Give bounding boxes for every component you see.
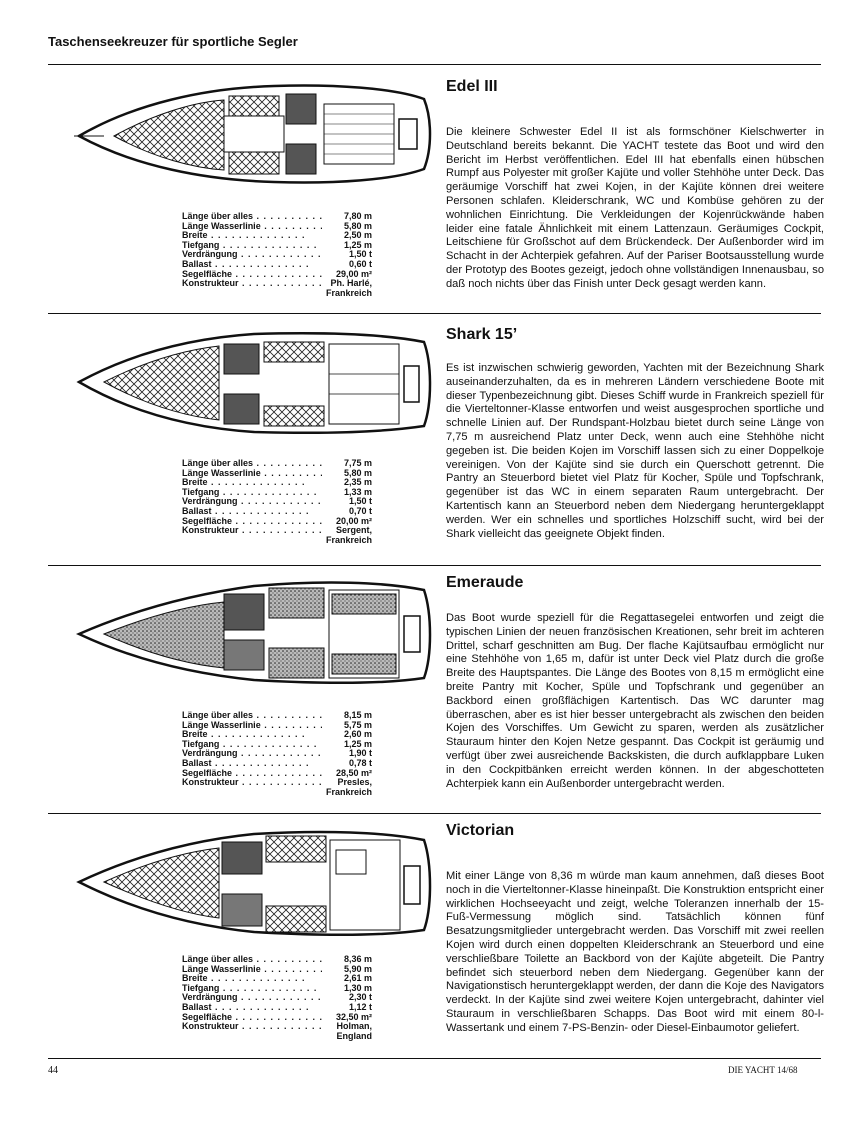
spec-value: 7,80 m xyxy=(343,211,372,221)
spec-value: 1,33 m xyxy=(343,486,372,497)
spec-value: Sergent, Frankreich xyxy=(325,525,372,545)
deck-plan-drawing xyxy=(74,826,434,936)
spec-value: 7,75 m xyxy=(343,458,372,468)
spec-value: 1,90 t xyxy=(348,748,372,759)
spec-label: Tiefgang . . . xyxy=(182,488,322,498)
boat-description: Die kleinere Schwester Edel II ist als formschöner Kielschwerter in Deutschland bereits bekannt. Die YACHT testete das Boot und wird den Bericht im Herbst veröffentlichen. Edel III hat ebenfalls einen hübschen Rumpf aus Polyester mit großer Kajüte und voller Stehhöhe unter Deck. Das geräumige Vorschiff hat zwei Kojen, in der Kajüte können drei weitere Personen schlafen. Kleiderschrank, WC und Kombüse gehören zu der wohnlichen Einrichtung. Die Verkleidungen der Kojenrückwände haben leider eine fatale Ähnlichkeit mit einem Lattenzaun. Geräumiges Cockpit, Leitschiene für Großschot auf dem Brückendeck. Der Außenborder wird im Schacht in der Achterpiek gefahren. Auf der Pariser Bootsausstellung wurde der Prototyp des Bootes gezeigt, jedoch ohne vollständigen Innenausbau, so daß noch nichts über das Finish unter Deck gesagt werden kann. xyxy=(446,126,824,290)
spec-label: Verdrängung . . . xyxy=(182,749,322,759)
divider xyxy=(48,565,821,566)
spec-label: Breite . . . xyxy=(182,730,322,740)
spec-table xyxy=(182,212,372,298)
spec-value: 5,80 m xyxy=(343,467,372,478)
spec-label: Ballast . . . xyxy=(182,507,322,517)
spec-label: Konstrukteur . . . xyxy=(182,778,322,797)
spec-label: Segelfläche . . . xyxy=(182,769,322,779)
page-number: 44 xyxy=(48,1065,58,1076)
boat-section xyxy=(48,570,824,810)
spec-label: Länge über alles . . . xyxy=(182,459,322,469)
spec-value: 2,60 m xyxy=(343,729,372,740)
spec-label: Länge Wasserlinie . . . xyxy=(182,721,322,731)
boat-section xyxy=(48,318,824,563)
spec-label: Segelfläche . . . xyxy=(182,270,322,280)
spec-value: 5,75 m xyxy=(343,719,372,730)
boat-description: Das Boot wurde speziell für die Regattasegelei entworfen und zeigt die typischen Linien der neuen französischen Kreationen, sehr breit im achteren Drittel, scharf geschnitten am Bug. Der flache Kajütsaufbau ermöglicht nur eine Stehhöhe von 1,65 m, dafür ist unter Deck viel Platz durch die große Breite des Hauptspantes. Die Länge des Bootes von 8,15 m ermöglicht eine breite Pantry mit Kocher, Spüle und Topfschrank und gegenüber an Backbord einen großflächigen Kartentisch. Das WC darunter mag überraschen, aber es ist hier besser untergebracht als zwischen den beiden Kojen des Vorschiffes. Um Gewicht zu sparen, werden als zusätzlicher Stauraum hinter den Kojen Netze gespannt. Das Cockpit ist geräumig und verfügt über zwei ausreichende Backskisten, die durch aufklappbare Luken in den Cockpitbänken erreicht werden können. In der abgeschotteten Achterpiek kann ein Außenborder untergebracht werden. xyxy=(446,612,824,790)
spec-label: Konstrukteur . . . xyxy=(182,526,322,545)
spec-label: Verdrängung . . . xyxy=(182,497,322,507)
spec-label: Verdrängung . . . xyxy=(182,250,322,260)
spec-label: Verdrängung . . . xyxy=(182,993,322,1003)
spec-value: 1,50 t xyxy=(348,249,372,260)
divider xyxy=(48,813,821,814)
boat-section xyxy=(48,818,824,1056)
spec-label: Breite . . . xyxy=(182,231,322,241)
boat-description: Mit einer Länge von 8,36 m würde man kaum annehmen, daß dieses Boot noch in die Vierteltonner-Klasse hineinpaßt. Die Konstruktion entspricht einer wirklichen Hochseeyacht und zeigt, welche Toleranzen innerhalb der 15-Fuß-Vermessung möglich sind. Tatsächlich können fünf Besatzungsmitglieder untergebracht werden. Das Vorschiff mit zwei reellen Kojen wird durch einen doppelten Kleiderschrank an Steuerbord und eine verschließbare Toilette an Backbord von der Kajüte abgeteilt. Die Pantry befindet sich steuerbord neben dem Niedergang. Gegenüber kann der Navigationstisch heruntergeklappt werden, der dann die Koje des Navigators verdeckt. In der Kajüte sind zwei weitere Kojen untergebracht, dahinter viel Stauraum in verschließbaren Schapps. Das Boot wird mit einem 80-l-Wassertank und einem 7-PS-Benzin- oder Diesel-Einbaumotor geliefert. xyxy=(446,870,824,1034)
spec-label: Segelfläche . . . xyxy=(182,517,322,527)
divider xyxy=(48,1058,821,1059)
spec-value: 2,50 m xyxy=(343,230,372,241)
spec-label: Breite . . . xyxy=(182,478,322,488)
spec-value: 2,30 t xyxy=(348,992,372,1003)
deck-plan-drawing xyxy=(74,324,434,434)
spec-value: 0,60 t xyxy=(348,258,372,269)
spec-label: Konstrukteur . . . xyxy=(182,279,322,298)
spec-value: 0,70 t xyxy=(348,505,372,516)
spec-value: Holman, England xyxy=(336,1021,372,1041)
spec-row xyxy=(182,984,372,994)
spec-label: Tiefgang . . . xyxy=(182,740,322,750)
magazine-credit: DIE YACHT 14/68 xyxy=(728,1065,798,1075)
spec-row xyxy=(182,279,372,298)
spec-label: Tiefgang . . . xyxy=(182,241,322,251)
spec-label: Segelfläche . . . xyxy=(182,1013,322,1023)
spec-value: 29,00 m² xyxy=(335,268,372,279)
spec-row xyxy=(182,993,372,1003)
divider xyxy=(48,64,821,65)
spec-value: 1,25 m xyxy=(343,738,372,749)
spec-label: Tiefgang . . . xyxy=(182,984,322,994)
spec-value: 8,36 m xyxy=(343,954,372,964)
spec-label: Ballast . . . xyxy=(182,1003,322,1013)
spec-table xyxy=(182,955,372,1041)
spec-row xyxy=(182,526,372,545)
spec-label: Länge Wasserlinie . . . xyxy=(182,222,322,232)
spec-row xyxy=(182,250,372,260)
boat-title: Victorian xyxy=(446,822,515,839)
boat-title: Edel III xyxy=(446,78,498,95)
spec-row xyxy=(182,241,372,251)
spec-value: 2,61 m xyxy=(343,973,372,984)
spec-value: 1,12 t xyxy=(348,1001,372,1012)
spec-table xyxy=(182,459,372,545)
spec-value: 5,80 m xyxy=(343,220,372,231)
spec-label: Ballast . . . xyxy=(182,759,322,769)
spec-table xyxy=(182,711,372,797)
spec-label: Länge Wasserlinie . . . xyxy=(182,965,322,975)
spec-value: 0,78 t xyxy=(348,757,372,768)
spec-value: 1,50 t xyxy=(348,496,372,507)
spec-row xyxy=(182,488,372,498)
spec-label: Konstrukteur . . . xyxy=(182,1022,322,1041)
boat-title: Emeraude xyxy=(446,574,524,591)
spec-row xyxy=(182,740,372,750)
spec-value: Presles, Frankreich xyxy=(325,777,372,797)
boat-title: Shark 15’ xyxy=(446,326,518,343)
spec-label: Länge über alles . . . xyxy=(182,212,322,222)
page-header: Taschenseekreuzer für sportliche Segler xyxy=(48,34,298,49)
spec-label: Länge über alles . . . xyxy=(182,955,322,965)
spec-value: Ph. Harlé, Frankreich xyxy=(325,278,372,298)
spec-value: 5,90 m xyxy=(343,963,372,974)
spec-value: 28,50 m² xyxy=(335,767,372,778)
boat-description: Es ist inzwischen schwierig geworden, Yachten mit der Bezeichnung Shark auseinanderzuhalten, da es in mehreren Ländern verschiedene Boote mit dieser Typenbezeichnung gibt. Dieses Schiff wurde in Frankreich speziell für die Vierteltonner-Klasse entworfen und weist ausgesprochen sportliche und schnelle Linien auf. Der Rundspant-Holzbau bietet durch seine Länge von 7,75 m ausreichend Platz unter Deck, wenn auch eine Stehhöhe nicht gegeben ist. Die beiden Kojen im Vorschiff lassen sich zu einer Doppelkoje vereinigen. Von der Kajüte sind sie durch ein Querschott getrennt. Die Pantry an Steuerbord bietet viel Platz für Kocher, Spüle und Topfschrank, gegenüber ist das WC in einem separaten Raum untergebracht. Der Kartentisch kann an Steuerbord neben dem Niedergang heruntergeklappt werden. Wer ein schnelles und sportliches Holzschiff sucht, wird bei der Shark vielleicht das geeignete Objekt finden. xyxy=(446,362,824,540)
spec-label: Breite . . . xyxy=(182,974,322,984)
deck-plan-drawing xyxy=(74,74,434,184)
spec-value: 1,30 m xyxy=(343,982,372,993)
spec-row xyxy=(182,778,372,797)
spec-row xyxy=(182,1022,372,1041)
spec-value: 1,25 m xyxy=(343,239,372,250)
spec-value: 32,50 m² xyxy=(335,1011,372,1022)
spec-row xyxy=(182,497,372,507)
spec-label: Länge Wasserlinie . . . xyxy=(182,469,322,479)
boat-section xyxy=(48,70,824,310)
deck-plan-drawing xyxy=(74,574,434,684)
spec-label: Länge über alles . . . xyxy=(182,711,322,721)
spec-value: 8,15 m xyxy=(343,710,372,720)
spec-value: 2,35 m xyxy=(343,477,372,488)
divider xyxy=(48,313,821,314)
spec-label: Ballast . . . xyxy=(182,260,322,270)
spec-row xyxy=(182,749,372,759)
spec-value: 20,00 m² xyxy=(335,515,372,526)
